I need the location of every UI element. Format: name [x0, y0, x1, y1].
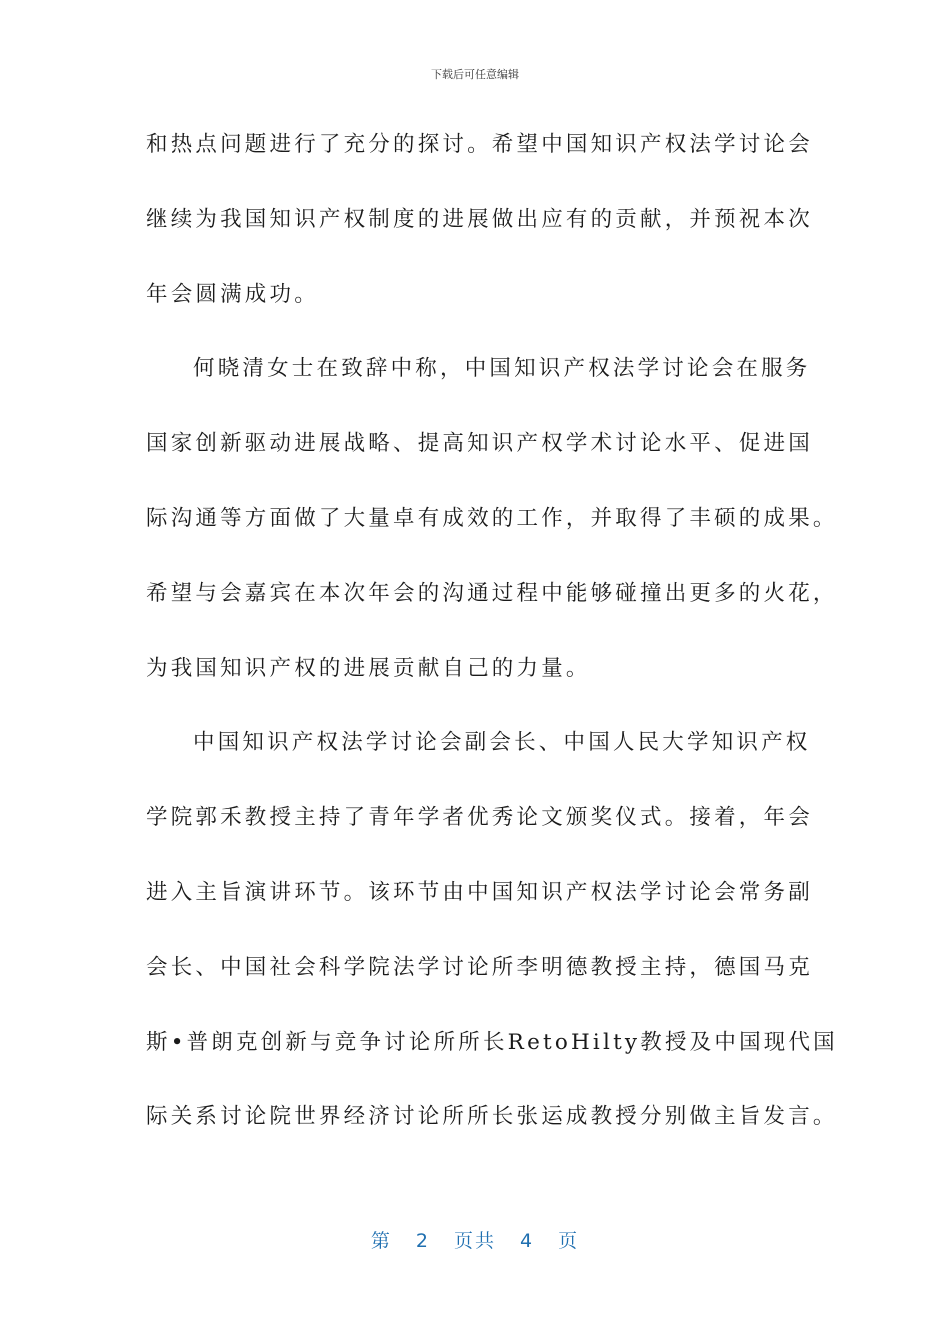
- text-line: 际关系讨论院世界经济讨论所所长张运成教授分别做主旨发言。: [146, 1104, 838, 1130]
- text-line: 为我国知识产权的进展贡献自己的力量。: [146, 655, 591, 681]
- text-line: 年会圆满成功。: [146, 281, 319, 307]
- text-line: 进入主旨演讲环节。该环节由中国知识产权法学讨论会常务副: [146, 879, 813, 905]
- text-line: 和热点问题进行了充分的探讨。希望中国知识产权法学讨论会: [146, 132, 813, 157]
- page-number-footer: 第 2 页共 4 页: [370, 1230, 580, 1252]
- text-line: 际沟通等方面做了大量卓有成效的工作，并取得了丰硕的成果。: [146, 505, 838, 531]
- header-note: 下载后可任意编辑: [431, 68, 519, 81]
- paragraph-start-line: 何晓清女士在致辞中称，中国知识产权法学讨论会在服务: [193, 356, 811, 382]
- text-line: 希望与会嘉宾在本次年会的沟通过程中能够碰撞出更多的火花，: [146, 580, 838, 606]
- paragraph-start-line: 中国知识产权法学讨论会副会长、中国人民大学知识产权: [193, 730, 811, 756]
- text-line: 国家创新驱动进展战略、提高知识产权学术讨论水平、促进国: [146, 431, 813, 457]
- text-line: 继续为我国知识产权制度的进展做出应有的贡献，并预祝本次: [146, 206, 813, 232]
- text-line: 斯•普朗克创新与竞争讨论所所长RetoHilty教授及中国现代国: [146, 1029, 838, 1055]
- text-line: 会长、中国社会科学院法学讨论所李明德教授主持，德国马克: [146, 954, 813, 980]
- text-line: 学院郭禾教授主持了青年学者优秀论文颁奖仪式。接着，年会: [146, 805, 813, 831]
- document-body: [146, 108, 838, 1155]
